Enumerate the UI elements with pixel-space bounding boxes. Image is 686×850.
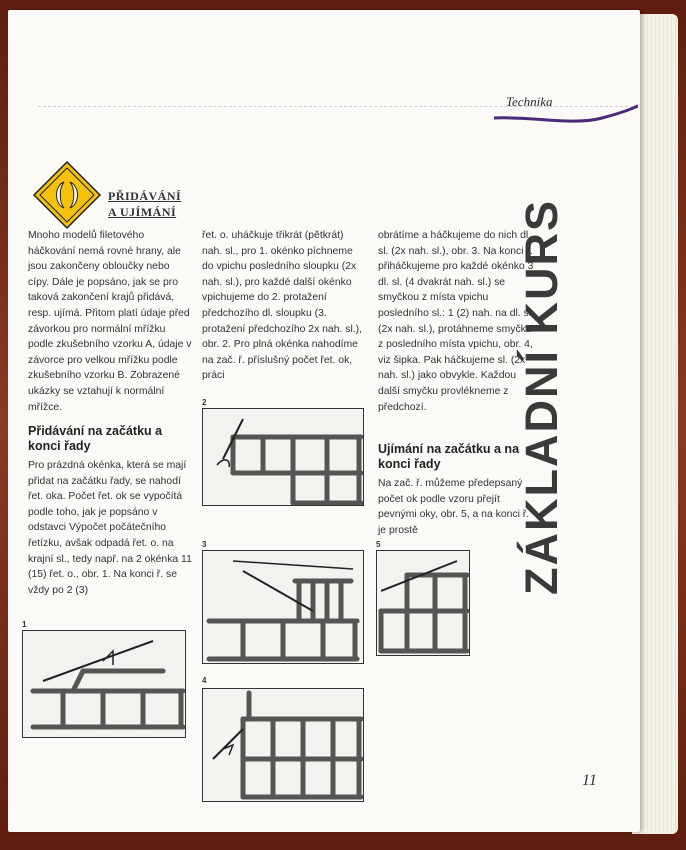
main-heading bbox=[108, 188, 181, 220]
main-heading-line1: PŘIDÁVÁNÍ bbox=[108, 189, 182, 203]
column-1-text bbox=[28, 458, 192, 598]
column-3-text bbox=[378, 228, 538, 415]
side-title: ZÁKLADNÍ KURS bbox=[516, 199, 567, 595]
figure-1 bbox=[22, 630, 186, 738]
figure-4-crochet-diagram bbox=[203, 689, 363, 801]
figure-3-crochet-diagram bbox=[203, 551, 363, 663]
figure-5 bbox=[376, 550, 470, 656]
figure-4-number: 4 bbox=[202, 676, 207, 685]
section-tag: Technika bbox=[506, 94, 553, 109]
ujimani-paragraph: Na zač. ř. můžeme předepsaný počet ok podle vzoru přejít pevnými oky, obr. 5, a na konci ř. je prostě bbox=[378, 478, 530, 536]
intro-paragraph: Mnoho modelů filetového háčkování nemá rovné hrany, ale jsou zakončeny obloučky nebo cípy. Dále je popsáno, jak se pro taková zakončení krajů přidává, resp. ujímá. Přitom platí údaje před závorkou pro normální mřížku podle zkušebního vzorku A, údaje v závorce pro velkou mřížku podle zkušebního vzorku B. Zobrazené ukázky se vztahují k normální mřížce. bbox=[28, 230, 192, 413]
book-page bbox=[8, 10, 640, 832]
column-1-intro bbox=[28, 228, 192, 415]
main-heading-line2: A UJÍMÁNÍ bbox=[108, 205, 177, 219]
figure-5-number: 5 bbox=[376, 540, 381, 549]
figure-5-crochet-diagram bbox=[377, 551, 469, 655]
pridavani-paragraph: Pro prázdná okénka, která se mají přidat na začátku řady, se nahodí řet. oka. Počet řet. ok se vypočítá podle toho, jak je popsáno v odstavci Výpočet počátečního řetízku, avšak odpadá řet. o. na krajní sl., tedy např. na 2 okénka 11 (15) řet. o., obr. 1. Na konci ř. se vždy po 2 (3) bbox=[28, 460, 192, 596]
figure-3 bbox=[202, 550, 364, 664]
figure-1-crochet-diagram bbox=[23, 631, 185, 737]
page-number: 11 bbox=[582, 772, 597, 789]
header-swoosh bbox=[492, 100, 638, 130]
figure-2 bbox=[202, 408, 364, 506]
col3-paragraph: obrátíme a háčkujeme do nich dl. sl. (2x nah. sl.), obr. 3. Na konci ř. přiháčkujeme pro každé okénko 3 dl. sl. (4 dvakrát nah. sl.) se smyčkou z místa vpichu posledního sl.: 1 (2) nah. na dl. sl. (2x nah. sl.), protáhneme smyčku z posledního místa vpichu, obr. 4, viz šipka. Pak háčkujeme sl. (2x nah. sl.) jako obvykle. Každou další smyčku provlékneme z předchozí. bbox=[378, 230, 534, 413]
col2-paragraph: řet. o. uháčkuje třikrát (pětkrát) nah. sl., pro 1. okénko píchneme do vpichu posledního sloupku (2x nah. sl.), pro každé další okénko vpichujeme do 2. protažení předchozího dl. sloupku (3. protažení předchozího 2x nah. sl.), obr. 2. Pro plná okénka nahodíme na zač. ř. příslušný počet řet. ok, práci bbox=[202, 230, 362, 382]
figure-1-number: 1 bbox=[22, 620, 27, 629]
subheading-ujimani: Ujímání na začátku a na konci řady bbox=[378, 442, 520, 471]
column-2-text bbox=[202, 228, 366, 384]
figure-2-number: 2 bbox=[202, 398, 207, 407]
figure-4 bbox=[202, 688, 364, 802]
figure-2-crochet-diagram bbox=[203, 409, 363, 505]
figure-3-number: 3 bbox=[202, 540, 207, 549]
subheading-pridavani: Přidávání na začátku a konci řady bbox=[28, 424, 163, 453]
column-3-text2 bbox=[378, 476, 538, 538]
section-diamond-icon bbox=[32, 160, 102, 230]
